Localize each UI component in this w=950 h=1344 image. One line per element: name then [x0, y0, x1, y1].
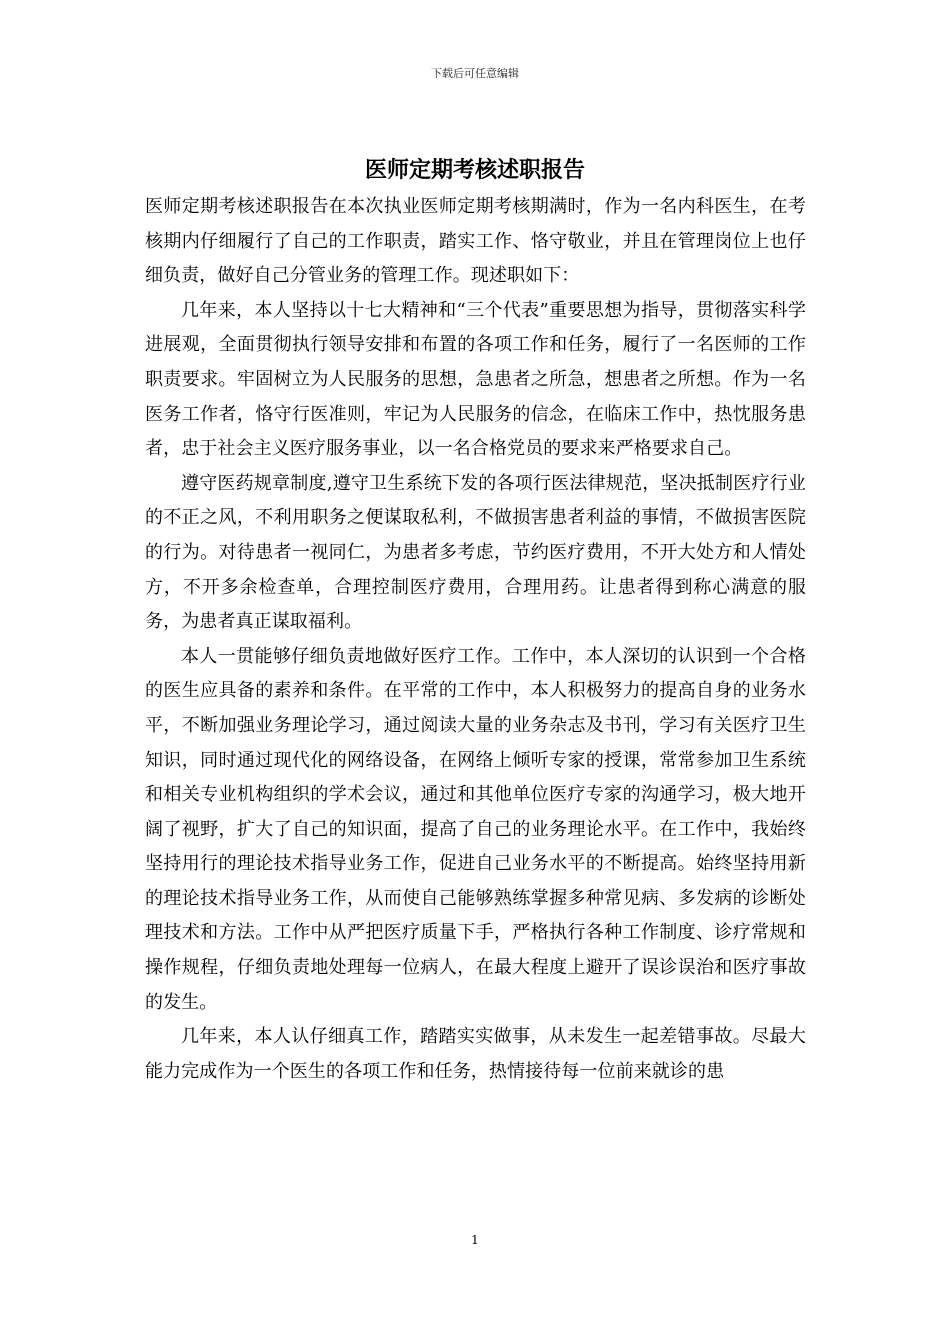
page-number: 1: [471, 1233, 479, 1247]
header-note: 下载后可任意编辑: [431, 67, 519, 80]
document-body: [145, 190, 806, 1089]
paragraph-intro: 医师定期考核述职报告在本次执业医师定期考核期满时，作为一名内科医生，在考核期内仔细履行了自己的工作职责，踏实工作、恪守敬业，并且在管理岗位上也仔细负责，做好自己分管业务的管理工作。现述职如下：: [145, 196, 806, 287]
paragraph-4: 本人一贯能够仔细负责地做好医疗工作。工作中，本人深切的认识到一个合格的医生应具备的素养和条件。在平常的工作中，本人积极努力的提高自身的业务水平，不断加强业务理论学习，通过阅读大量的业务杂志及书刊，学习有关医疗卫生知识，同时通过现代化的网络设备，在网络上倾听专家的授课，常常参加卫生系统和相关专业机构组织的学术会议，通过和其他单位医疗专家的沟通学习，极大地开阔了视野，扩大了自己的知识面，提高了自己的业务理论水平。在工作中，我始终坚持用行的理论技术指导业务工作，促进自己业务水平的不断提高。始终坚持用新的理论技术指导业务工作，从而使自己能够熟练掌握多种常见病、多发病的诊断处理技术和方法。工作中从严把医疗质量下手，严格执行各种工作制度、诊疗常规和操作规程，仔细负责地处理每一位病人，在最大程度上避开了误诊误治和医疗事故的发生。: [145, 645, 806, 1013]
paragraph-2: 几年来，本人坚持以十七大精神和“三个代表”重要思想为指导，贯彻落实科学进展观，全面贯彻执行领导安排和布置的各项工作和任务，履行了一名医师的工作职责要求。牢固树立为人民服务的思想，急患者之所急，想患者之所想。作为一名医务工作者，恪守行医准则，牢记为人民服务的信念，在临床工作中，热忱服务患者，忠于社会主义医疗服务事业，以一名合格党员的要求来严格要求自己。: [145, 299, 806, 460]
paragraph-5: 几年来，本人认仔细真工作，踏踏实实做事，从未发生一起差错事故。尽最大能力完成作为一个医生的各项工作和任务，热情接待每一位前来就诊的患: [145, 1026, 806, 1082]
paragraph-3: 遵守医药规章制度,遵守卫生系统下发的各项行医法律规范，坚决抵制医疗行业的不正之风，不利用职务之便谋取私利，不做损害患者利益的事情，不做损害医院的行为。对待患者一视同仁，为患者多考虑，节约医疗费用，不开大处方和人情处方，不开多余检查单，合理控制医疗费用，合理用药。让患者得到称心满意的服务，为患者真正谋取福利。: [145, 472, 806, 633]
document-title: 医师定期考核述职报告: [364, 157, 585, 183]
